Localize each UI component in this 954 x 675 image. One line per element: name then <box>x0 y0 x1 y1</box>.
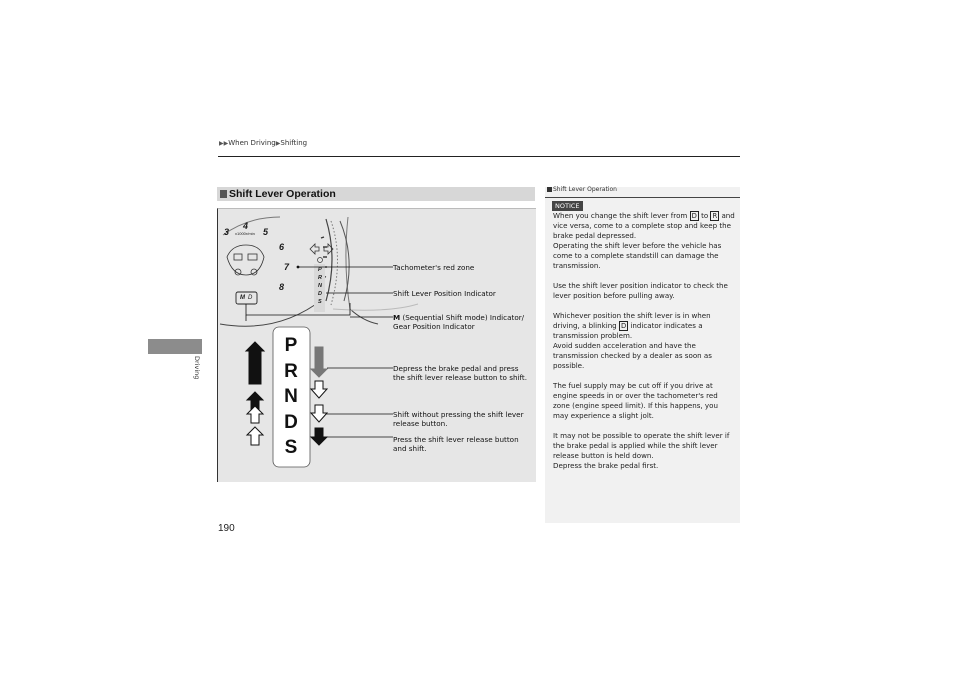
arrow-icon: ▶ <box>275 140 281 147</box>
notes-text: indicator indicates a transmission problem. <box>553 321 703 340</box>
callout-press-release <box>393 435 519 453</box>
rpm-number: 6 <box>279 242 285 252</box>
notes-divider <box>545 197 740 198</box>
notes-body <box>553 211 735 481</box>
callout-shift-without <box>393 410 524 428</box>
chapter-tab[interactable] <box>148 339 202 354</box>
callout-shift-indicator: Shift Lever Position Indicator <box>393 289 496 298</box>
notes-text: It may not be possible to operate the shift lever if the brake pedal is applied while the shift lever release button is held down. <box>553 431 730 460</box>
callout-depress-line2: the shift lever release button to shift. <box>393 373 528 382</box>
shift-gate-letters <box>278 333 304 461</box>
callout-without-line1: Shift without pressing the shift lever <box>393 410 524 419</box>
rpm-number: 8 <box>279 282 285 292</box>
notes-paragraph: Use the shift lever position indicator to check the lever position before pulling away. <box>553 281 728 300</box>
lever-letter-s: S <box>284 437 298 458</box>
gear-key-d: D <box>620 322 627 330</box>
rpm-number: 3 <box>224 227 230 237</box>
notes-text: Avoid sudden acceleration and have the transmission checked by a dealer as soon as possible. <box>553 341 712 370</box>
up-arrow-outline-icon <box>247 406 263 423</box>
breadcrumb-parent[interactable]: When Driving <box>228 139 276 147</box>
callout-depress-line1: Depress the brake pedal and press <box>393 364 519 373</box>
breadcrumb-current[interactable]: Shifting <box>280 139 308 147</box>
down-arrow-gray-icon <box>311 347 327 377</box>
warning-lights <box>227 245 264 275</box>
breadcrumb <box>219 139 307 147</box>
down-arrow-outline-icon <box>311 405 327 422</box>
callout-m-line2: Gear Position Indicator <box>393 322 475 331</box>
turn-signal-icons <box>310 244 333 254</box>
lever-letter-r: R <box>284 360 298 382</box>
lever-letter-d: D <box>284 411 298 433</box>
notes-text: and vice versa, come to a complete stop and keep the brake pedal depressed. <box>553 211 735 240</box>
indicator-letter-n: N <box>318 283 322 289</box>
rpm-number: 7 <box>284 262 290 272</box>
notes-text: Whichever position the shift lever is in when driving, a blinking <box>553 311 711 330</box>
rpm-number: 4 <box>243 221 249 231</box>
up-arrow-outline-icon <box>247 427 263 445</box>
indicator-letter-r: R <box>318 275 322 281</box>
callout-depress-brake <box>393 364 527 382</box>
indicator-letter-d: D <box>318 291 322 297</box>
square-bullet-icon <box>220 190 227 198</box>
m-indicator-label: M <box>240 295 245 301</box>
down-arrow-outline-icon <box>311 381 327 398</box>
header-divider <box>218 156 740 157</box>
rpm-number: 5 <box>263 227 269 237</box>
lever-letter-n: N <box>284 386 298 407</box>
shift-lever-figure <box>217 208 536 482</box>
double-arrow-icon: ▶▶ <box>219 140 229 147</box>
page-number: 190 <box>218 523 235 534</box>
gear-key-r: R <box>712 212 718 220</box>
notes-text: to <box>698 211 711 220</box>
callout-press-line2: and shift. <box>393 444 427 453</box>
notes-text: Depress the brake pedal first. <box>553 461 659 470</box>
lever-letter-p: P <box>284 335 298 356</box>
gear-position-label: D <box>248 295 253 301</box>
callout-press-line1: Press the shift lever release button <box>393 435 519 444</box>
left-arrows <box>246 342 264 445</box>
reference-icon <box>547 187 552 192</box>
notes-paragraph: The fuel supply may be cut off if you drive at engine speeds in or over the tachometer's red zone (engine speed limit). If this happens, you may experience a slight jolt. <box>553 381 718 420</box>
notes-heading-text: Shift Lever Operation <box>553 186 617 193</box>
shift-position-indicator <box>318 266 322 306</box>
section-title: Shift Lever Operation <box>229 188 336 200</box>
right-arrows <box>311 347 327 445</box>
notes-paragraph <box>553 311 735 371</box>
gear-key-d: D <box>691 212 697 220</box>
chapter-tab-label: Driving <box>193 356 201 380</box>
notes-paragraph <box>553 431 735 471</box>
indicator-letter-p: P <box>318 267 322 273</box>
callout-without-line2: release button. <box>393 419 448 428</box>
section-header <box>217 187 535 201</box>
indicator-letter-s: S <box>318 299 322 305</box>
notice-badge: NOTICE <box>552 201 583 211</box>
notes-paragraph <box>553 211 735 271</box>
up-arrow-filled-icon <box>246 342 264 384</box>
notes-text: When you change the shift lever from <box>553 211 690 220</box>
info-icon <box>318 258 323 263</box>
callout-m-line1: (Sequential Shift mode) Indicator/ <box>400 313 525 322</box>
callout-tachometer: Tachometer's red zone <box>393 263 475 272</box>
rpm-unit: x1000r/min <box>235 231 255 236</box>
down-arrow-filled-icon <box>311 428 327 445</box>
notes-text: Operating the shift lever before the vehicle has come to a complete standstill can damage the transmission. <box>553 241 722 270</box>
callout-m-bold: M <box>393 313 401 322</box>
callout-m-indicator <box>393 313 524 331</box>
notes-heading <box>547 186 617 193</box>
